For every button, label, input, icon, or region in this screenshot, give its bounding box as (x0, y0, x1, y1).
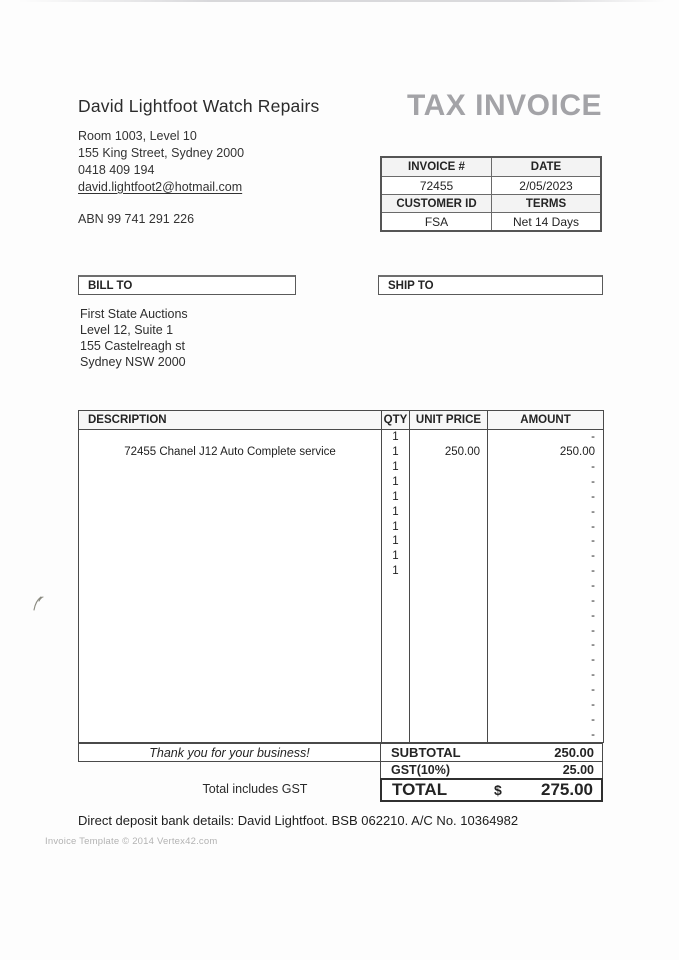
table-row (79, 668, 603, 683)
item-cell-qty (381, 638, 409, 653)
item-cell-unit-price (409, 475, 487, 490)
item-cell-unit-price (409, 564, 487, 579)
pen-mark-artifact (31, 591, 45, 618)
ship-to-header (378, 275, 603, 295)
company-name: David Lightfoot Watch Repairs (78, 96, 320, 116)
qty-column-header: QTY (381, 411, 409, 429)
subtotal-row (380, 743, 603, 762)
item-cell-description (79, 668, 381, 683)
item-cell-unit-price (409, 697, 487, 712)
item-cell-description (79, 653, 381, 668)
item-cell-qty (381, 712, 409, 727)
table-row (79, 489, 603, 504)
template-credit: Invoice Template © 2014 Vertex42.com (45, 836, 218, 847)
item-cell-amount: - (487, 579, 603, 594)
item-cell-unit-price (409, 460, 487, 475)
table-row (79, 653, 603, 668)
scan-edge-artifact (18, 0, 665, 2)
table-row (79, 593, 603, 608)
company-email: david.lightfoot2@hotmail.com (78, 179, 243, 194)
item-cell-amount: - (487, 683, 603, 698)
item-cell-description (79, 549, 381, 564)
thank-you-message: Thank you for your business! (78, 743, 381, 762)
item-cell-unit-price (409, 638, 487, 653)
item-cell-description (79, 504, 381, 519)
item-cell-qty: 1 (381, 475, 409, 490)
item-cell-amount: - (487, 638, 603, 653)
item-cell-qty (381, 653, 409, 668)
item-cell-description (79, 534, 381, 549)
item-cell-qty (381, 727, 409, 742)
item-cell-qty: 1 (381, 430, 409, 445)
item-cell-amount: - (487, 593, 603, 608)
item-cell-qty: 1 (381, 519, 409, 534)
item-cell-description (79, 638, 381, 653)
item-cell-unit-price (409, 608, 487, 623)
company-address-line: 155 King Street, Sydney 2000 (78, 145, 245, 160)
bill-to-address-line: First State Auctions (80, 307, 188, 321)
date-label: DATE (491, 158, 600, 176)
line-items-header-row (79, 411, 603, 430)
item-cell-description (79, 489, 381, 504)
item-cell-qty: 1 (381, 460, 409, 475)
table-row (79, 519, 603, 534)
item-cell-description (79, 608, 381, 623)
item-cell-description (79, 430, 381, 445)
item-cell-amount: - (487, 430, 603, 445)
bank-details: Direct deposit bank details: David Lightfoot. BSB 062210. A/C No. 10364982 (78, 813, 519, 828)
item-cell-description (79, 579, 381, 594)
table-row (79, 638, 603, 653)
item-cell-amount: - (487, 504, 603, 519)
item-cell-qty: 1 (381, 504, 409, 519)
bill-to-label: BILL TO (88, 279, 133, 292)
total-row (380, 778, 603, 802)
item-cell-unit-price: 250.00 (409, 445, 487, 460)
item-cell-unit-price (409, 430, 487, 445)
item-cell-unit-price (409, 623, 487, 638)
table-row (79, 504, 603, 519)
item-cell-description (79, 623, 381, 638)
item-cell-qty (381, 668, 409, 683)
item-cell-description (79, 593, 381, 608)
gst-value: 25.00 (562, 763, 594, 777)
gst-row (380, 761, 603, 779)
item-cell-description (79, 475, 381, 490)
item-cell-amount: - (487, 653, 603, 668)
item-cell-unit-price (409, 653, 487, 668)
table-row (79, 549, 603, 564)
subtotal-value: 250.00 (554, 745, 594, 760)
table-row (79, 683, 603, 698)
table-row (79, 608, 603, 623)
bill-to-address-line: Sydney NSW 2000 (80, 354, 186, 369)
company-address-block (78, 128, 244, 196)
currency-symbol: $ (494, 782, 502, 798)
item-cell-description (79, 683, 381, 698)
invoice-number-value: 72455 (382, 176, 491, 194)
invoice-meta-table (380, 156, 602, 232)
company-address-line: Room 1003, Level 10 (78, 129, 197, 143)
item-cell-amount: - (487, 668, 603, 683)
item-cell-amount: - (487, 489, 603, 504)
item-cell-qty (381, 608, 409, 623)
table-row (79, 460, 603, 475)
company-phone: 0418 409 194 (78, 162, 155, 177)
table-row (79, 445, 603, 460)
table-row (79, 534, 603, 549)
gst-label: GST(10%) (391, 763, 451, 777)
item-cell-description (79, 460, 381, 475)
item-cell-qty: 1 (381, 489, 409, 504)
terms-label: TERMS (491, 194, 600, 212)
item-cell-qty (381, 623, 409, 638)
item-cell-qty: 1 (381, 549, 409, 564)
table-row (79, 430, 603, 445)
item-cell-amount: - (487, 549, 603, 564)
item-cell-amount: 250.00 (487, 445, 603, 460)
item-cell-unit-price (409, 727, 487, 742)
items-body (79, 430, 603, 742)
item-cell-unit-price (409, 504, 487, 519)
bill-to-address-line: Level 12, Suite 1 (80, 322, 174, 337)
item-cell-unit-price (409, 549, 487, 564)
table-row (79, 712, 603, 727)
item-cell-amount: - (487, 564, 603, 579)
item-cell-amount: - (487, 623, 603, 638)
item-cell-qty (381, 593, 409, 608)
item-cell-amount: - (487, 608, 603, 623)
item-cell-description (79, 712, 381, 727)
ship-to-label: SHIP TO (388, 279, 434, 292)
item-cell-qty: 1 (381, 534, 409, 549)
item-cell-amount: - (487, 534, 603, 549)
item-cell-description (79, 697, 381, 712)
table-row (79, 727, 603, 742)
bill-to-address-block (80, 307, 188, 371)
item-cell-amount: - (487, 475, 603, 490)
total-value: 275.00 (541, 780, 593, 799)
item-cell-amount: - (487, 712, 603, 727)
item-cell-unit-price (409, 593, 487, 608)
subtotal-label: SUBTOTAL (391, 745, 461, 760)
item-cell-qty: 1 (381, 445, 409, 460)
item-cell-unit-price (409, 712, 487, 727)
item-cell-description (79, 564, 381, 579)
bill-to-address-line: 155 Castelreagh st (80, 338, 185, 353)
company-abn: ABN 99 741 291 226 (78, 212, 195, 226)
table-row (79, 579, 603, 594)
bill-to-header (78, 275, 296, 295)
line-items-table (78, 410, 604, 743)
item-cell-qty (381, 579, 409, 594)
item-cell-description (79, 727, 381, 742)
table-row (79, 564, 603, 579)
total-includes-gst-note: Total includes GST (202, 782, 308, 796)
item-cell-unit-price (409, 519, 487, 534)
table-row (79, 697, 603, 712)
item-cell-description (79, 519, 381, 534)
item-cell-amount: - (487, 727, 603, 742)
item-cell-unit-price (409, 489, 487, 504)
total-label: TOTAL (392, 780, 448, 799)
item-cell-amount: - (487, 519, 603, 534)
date-value: 2/05/2023 (491, 176, 600, 194)
description-column-header: DESCRIPTION (88, 414, 167, 426)
item-cell-qty: 1 (381, 564, 409, 579)
document-title: TAX INVOICE (407, 89, 602, 122)
item-cell-amount: - (487, 697, 603, 712)
item-cell-unit-price (409, 579, 487, 594)
customer-id-label: CUSTOMER ID (382, 194, 491, 212)
customer-id-value: FSA (382, 212, 491, 230)
item-cell-unit-price (409, 534, 487, 549)
item-cell-unit-price (409, 683, 487, 698)
table-row (79, 475, 603, 490)
item-cell-qty (381, 697, 409, 712)
unit-price-column-header: UNIT PRICE (409, 411, 487, 429)
terms-value: Net 14 Days (491, 212, 600, 230)
item-cell-amount: - (487, 460, 603, 475)
table-row (79, 623, 603, 638)
item-cell-description: 72455 Chanel J12 Auto Complete service (124, 446, 336, 459)
item-cell-unit-price (409, 668, 487, 683)
invoice-number-label: INVOICE # (382, 158, 491, 176)
amount-column-header: AMOUNT (487, 411, 603, 429)
item-cell-qty (381, 683, 409, 698)
